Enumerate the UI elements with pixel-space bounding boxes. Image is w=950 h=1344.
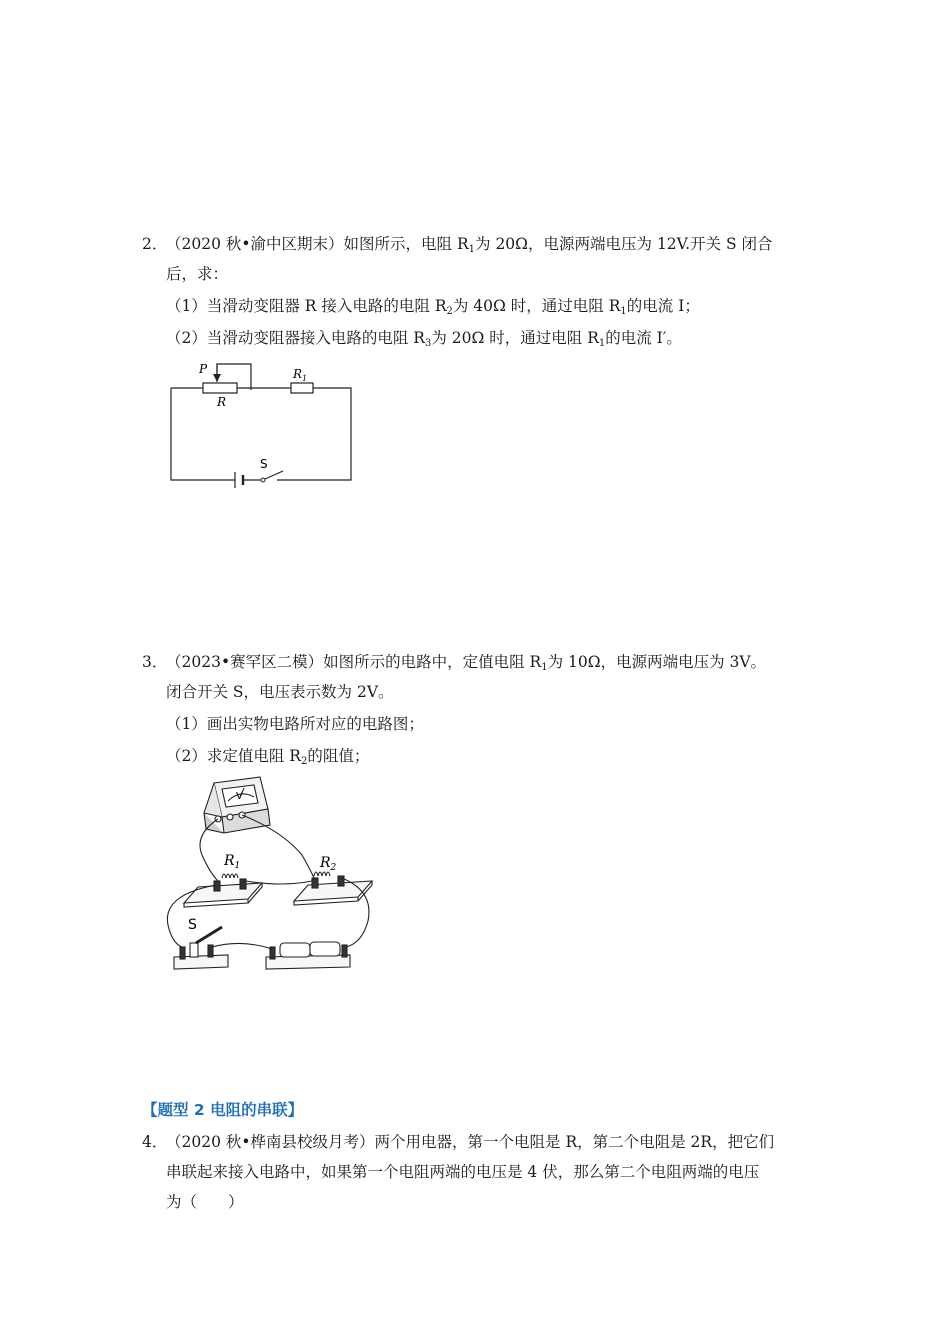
label-p: P	[199, 362, 208, 376]
label-s: S	[188, 917, 197, 933]
q3-stem-line1: （2023•赛罕区二模）如图所示的电路中，定值电阻 $R_1$为 10Ω，电源两端电压为 3V。	[166, 653, 767, 673]
q2-part2: （2）当滑动变阻器接入电路的电阻 $R_3$为 20Ω 时，通过电阻 $R_1$的电流 I′。	[166, 329, 682, 349]
q3-source: （2023•赛罕区二模）	[166, 653, 324, 671]
q2-part1: （1）当滑动变阻器 R 接入电路的电阻 $R_2$为 40Ω 时，通过电阻 $R_1$的电流 I；	[166, 297, 700, 317]
q3-part2: （2）求定值电阻 $R_2$的阻值；	[166, 747, 370, 767]
q4-stem-line2: 串联起来接入电路中，如果第一个电阻两端的电压是 4 伏，那么第二个电阻两端的电压	[166, 1163, 760, 1181]
q4-stem-line1: （2020 秋•桦南县校级月考）两个用电器，第一个电阻是 R，第二个电阻是 2R，把它们	[166, 1133, 775, 1151]
switch-symbol	[265, 471, 283, 479]
label-r1: $R_1$	[293, 367, 308, 383]
q2-stem-line2: 后，求：	[166, 265, 229, 283]
battery-cell-2	[310, 942, 340, 956]
label-r: R	[217, 395, 227, 409]
q2-stem-line1: （2020 秋•渝中区期末）如图所示，电阻 $R_1$为 20Ω，电源两端电压为 12V.开关 S 闭合	[166, 235, 773, 255]
q3-number: 3．	[142, 653, 168, 671]
q4-stem-line3: 为（ ）	[166, 1193, 244, 1211]
wire-switch-battery	[212, 943, 272, 949]
q3-stem-line2: 闭合开关 S，电压表示数为 2V。	[166, 683, 394, 701]
q3-part1: （1）画出实物电路所对应的电路图；	[166, 715, 424, 733]
resistor-r1-symbol	[291, 383, 313, 393]
q3-physical-circuit	[162, 775, 382, 975]
q4-number: 4．	[142, 1133, 168, 1151]
battery-cell-1	[280, 943, 310, 957]
voltmeter-label: V	[236, 791, 243, 802]
switch-lever	[196, 927, 222, 943]
q4-source: （2020 秋•桦南县校级月考）	[166, 1133, 375, 1151]
label-r1: $R_1$	[224, 853, 241, 871]
q2-number: 2．	[142, 235, 168, 253]
label-r2: $R_2$	[320, 855, 337, 873]
resistor-r1-coil	[222, 874, 238, 878]
section-heading-type2: 【题型 2 电阻的串联】	[142, 1101, 304, 1119]
label-s: S	[260, 457, 268, 471]
q2-source: （2020 秋•渝中区期末）	[166, 235, 344, 253]
resistor-r2-coil	[314, 872, 330, 876]
rheostat-symbol	[203, 383, 237, 393]
q2-circuit-diagram	[163, 358, 363, 493]
